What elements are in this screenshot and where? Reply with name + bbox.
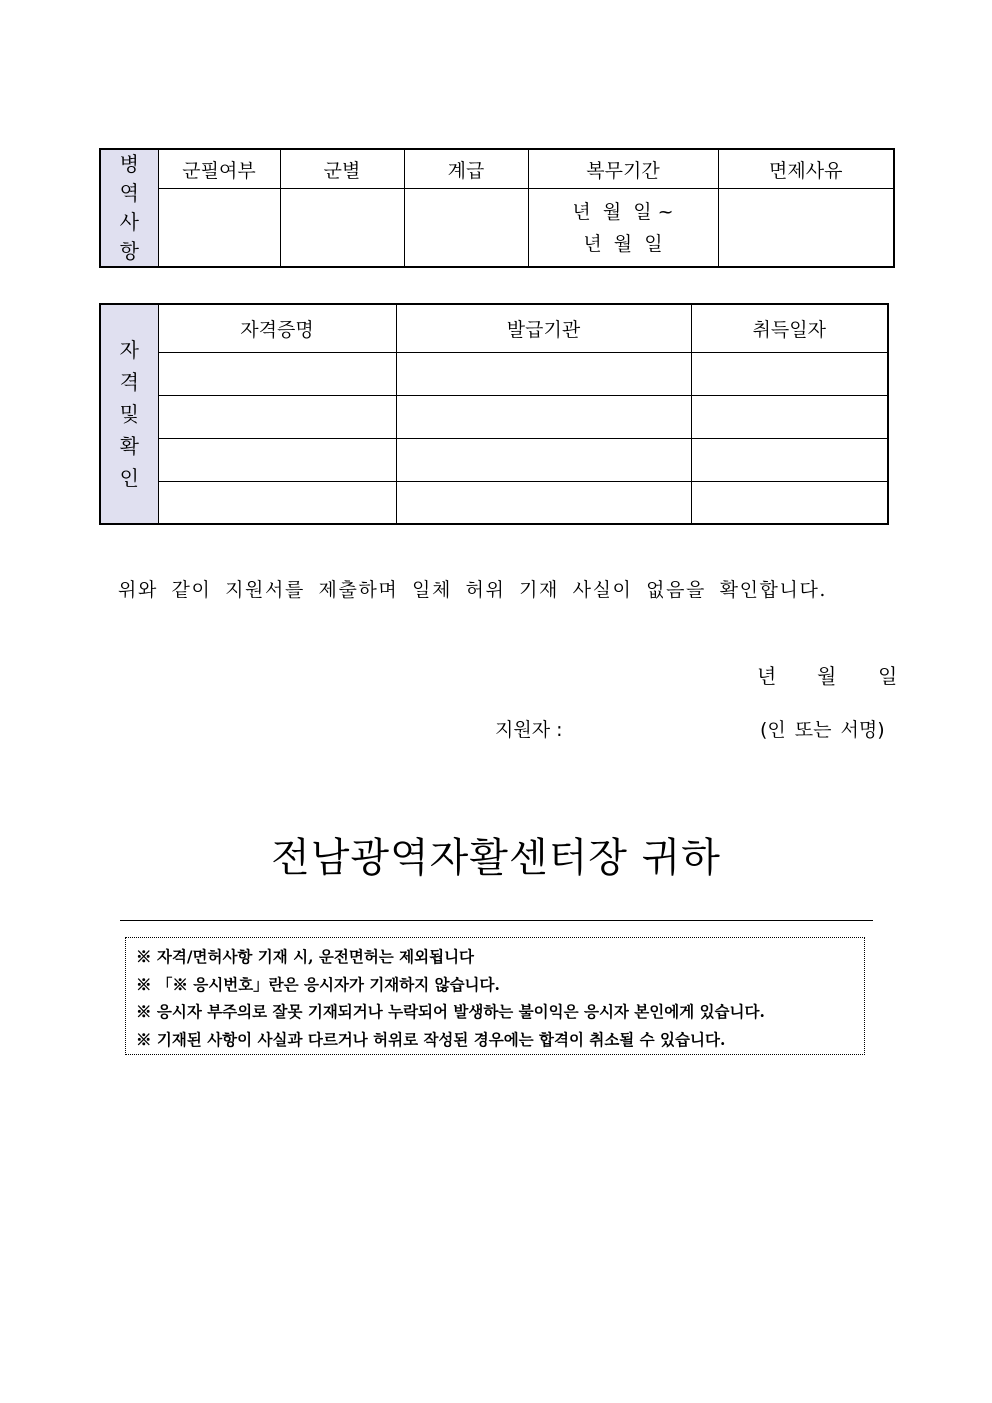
header-rank: 계급 <box>404 149 528 189</box>
addressee-title: 전남광역자활센터장 귀하 <box>271 835 721 881</box>
notes-box <box>125 937 865 1055</box>
header-acquisition-date: 취득일자 <box>691 304 888 352</box>
table-row <box>100 395 888 438</box>
acquisition-date-cell[interactable] <box>691 438 888 481</box>
certificate-name-cell[interactable] <box>158 352 396 395</box>
military-side-label: 병 역 사 항 <box>100 149 158 267</box>
note-item: ※ 「※ 응시번호」란은 응시자가 기재하지 않습니다. <box>136 974 500 994</box>
military-service-table <box>99 148 895 268</box>
note-item: ※ 응시자 부주의로 잘못 기재되거나 누락되어 발생하는 불이익은 응시자 본인에게 있습니다. <box>136 1002 765 1021</box>
acquisition-date-cell[interactable] <box>691 352 888 395</box>
acquisition-date-cell[interactable] <box>691 395 888 438</box>
date-year-label: 년 <box>757 664 777 688</box>
issuer-cell[interactable] <box>396 352 691 395</box>
branch-cell[interactable] <box>280 189 404 267</box>
certificate-name-cell[interactable] <box>158 481 396 524</box>
discharge-status-cell[interactable] <box>158 189 280 267</box>
header-issuer: 발급기관 <box>396 304 691 352</box>
note-item: ※ 기재된 사항이 사실과 다르거나 허위로 작성된 경우에는 합격이 취소될 수 있습니다. <box>136 1029 726 1049</box>
service-period-cell[interactable]: 년 월 일 ~ 년 월 일 <box>528 189 718 267</box>
certificate-name-cell[interactable] <box>158 395 396 438</box>
issuer-cell[interactable] <box>396 438 691 481</box>
date-day-label: 일 <box>878 664 898 688</box>
header-branch: 군별 <box>280 149 404 189</box>
table-row <box>100 481 888 524</box>
date-month-label: 월 <box>817 664 837 688</box>
issuer-cell[interactable] <box>396 395 691 438</box>
header-exemption-reason: 면제사유 <box>718 149 894 189</box>
certificate-name-cell[interactable] <box>158 438 396 481</box>
qualification-table <box>99 303 889 525</box>
header-certificate-name: 자격증명 <box>158 304 396 352</box>
rank-cell[interactable] <box>404 189 528 267</box>
acquisition-date-cell[interactable] <box>691 481 888 524</box>
note-item: ※ 자격/면허사항 기재 시, 운전면허는 제외됩니다 <box>136 947 475 966</box>
qualification-side-label: 자 격 및 확 인 <box>100 304 158 524</box>
exemption-reason-cell[interactable] <box>718 189 894 267</box>
header-service-period: 복무기간 <box>528 149 718 189</box>
issuer-cell[interactable] <box>396 481 691 524</box>
signature-label: (인 또는 서명) <box>760 719 885 741</box>
applicant-label: 지원자 : <box>495 719 563 741</box>
header-discharge-status: 군필여부 <box>158 149 280 189</box>
declaration-text: 위와 같이 지원서를 제출하며 일체 허위 기재 사실이 없음을 확인합니다. <box>118 579 828 601</box>
table-row <box>100 438 888 481</box>
divider <box>120 920 873 921</box>
table-row <box>100 352 888 395</box>
